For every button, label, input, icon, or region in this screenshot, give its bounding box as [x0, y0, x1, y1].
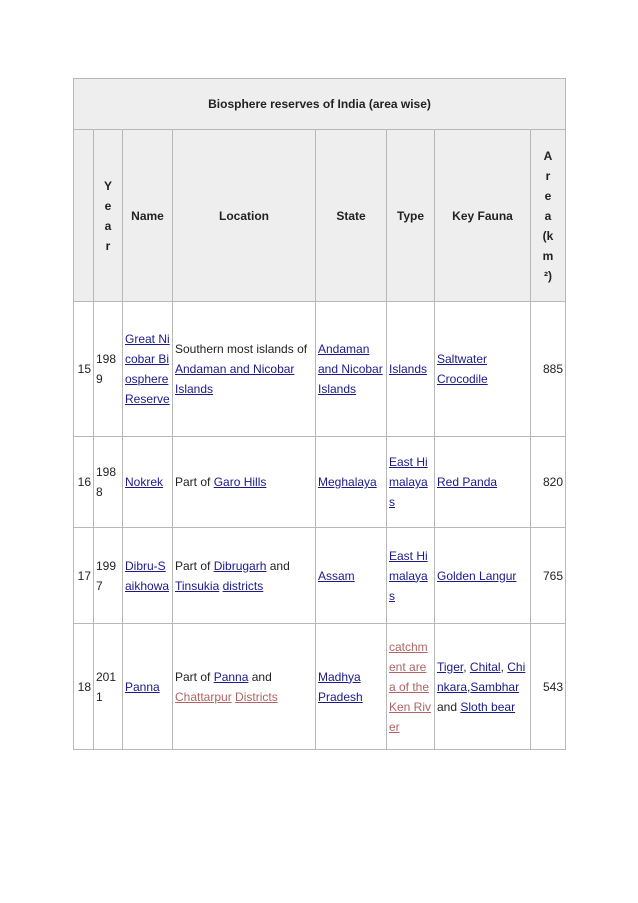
row-state — [316, 528, 387, 624]
row-number: 18 — [74, 624, 94, 750]
table-header-row — [74, 130, 566, 302]
header-year: Y e a r — [94, 130, 123, 302]
fauna-link[interactable]: Chital — [469, 659, 501, 674]
state-link[interactable]: Madhya Pradesh — [318, 669, 363, 704]
reserve-name-link[interactable]: Dibru-Saikhowa — [125, 558, 170, 593]
row-fauna — [435, 302, 531, 437]
state-link[interactable]: Assam — [318, 568, 355, 583]
fauna-link[interactable]: Sloth bear — [460, 699, 516, 714]
row-type — [387, 302, 435, 437]
row-area: 543 — [531, 624, 566, 750]
location-link[interactable]: Tinsukia — [175, 578, 220, 593]
row-type — [387, 437, 435, 528]
row-area: 765 — [531, 528, 566, 624]
row-state — [316, 302, 387, 437]
row-fauna — [435, 528, 531, 624]
type-link[interactable]: catchment area of the Ken River — [389, 639, 432, 734]
row-area: 885 — [531, 302, 566, 437]
header-type: Type — [387, 130, 435, 302]
header-key-fauna: Key Fauna — [435, 130, 531, 302]
location-link[interactable]: Dibrugarh — [213, 558, 267, 573]
row-name — [123, 528, 173, 624]
state-link[interactable]: Meghalaya — [318, 475, 377, 489]
fauna-link[interactable]: Saltwater Crocodile — [437, 352, 488, 386]
type-link[interactable]: East Himalayas — [389, 455, 428, 509]
row-location: Southern most islands of Andaman and Nicobar Islands — [173, 302, 316, 437]
table-row — [74, 302, 566, 437]
reserve-name-link[interactable]: Panna — [125, 679, 160, 694]
fauna-link[interactable]: Sambhar — [470, 679, 520, 694]
state-link[interactable]: Andaman and Nicobar Islands — [318, 342, 383, 396]
row-name — [123, 437, 173, 528]
fauna-link[interactable]: Red Panda — [437, 475, 498, 489]
row-type — [387, 624, 435, 750]
location-link[interactable]: Chattarpur — [175, 689, 232, 704]
row-year: 1997 — [94, 528, 123, 624]
table-row — [74, 437, 566, 528]
row-fauna: Tiger, Chital, Chinkara,Sambhar and Sloth bear — [435, 624, 531, 750]
location-link[interactable]: Districts — [235, 689, 278, 704]
table-caption: Biosphere reserves of India (area wise) — [74, 79, 566, 130]
location-link[interactable]: Panna — [213, 669, 249, 684]
row-number: 17 — [74, 528, 94, 624]
row-location: Part of Dibrugarh and Tinsukia districts — [173, 528, 316, 624]
row-state — [316, 624, 387, 750]
type-link[interactable]: Islands — [389, 362, 428, 376]
biosphere-reserves-table — [73, 78, 566, 750]
row-name — [123, 624, 173, 750]
reserve-name-link[interactable]: Great Nicobar Biosphere Reserve — [125, 332, 170, 406]
row-year: 1989 — [94, 302, 123, 437]
fauna-link[interactable]: Golden Langur — [437, 568, 517, 583]
fauna-link[interactable]: Chinkara — [437, 659, 526, 694]
row-location: Part of Garo Hills — [173, 437, 316, 528]
fauna-link[interactable]: Tiger — [437, 659, 464, 674]
row-number: 16 — [74, 437, 94, 528]
row-name — [123, 302, 173, 437]
row-year: 1988 — [94, 437, 123, 528]
row-area: 820 — [531, 437, 566, 528]
location-link[interactable]: Andaman and Nicobar Islands — [175, 362, 295, 396]
row-fauna — [435, 437, 531, 528]
table-row — [74, 624, 566, 750]
location-link[interactable]: districts — [222, 578, 264, 593]
type-link[interactable]: East Himalayas — [389, 548, 428, 603]
row-state — [316, 437, 387, 528]
row-number: 15 — [74, 302, 94, 437]
header-blank — [74, 130, 94, 302]
header-location: Location — [173, 130, 316, 302]
row-year: 2011 — [94, 624, 123, 750]
header-area: A r e a (k m ²) — [531, 130, 566, 302]
row-type — [387, 528, 435, 624]
location-link[interactable]: Garo Hills — [213, 475, 267, 489]
row-location: Part of Panna and Chattarpur Districts — [173, 624, 316, 750]
reserve-name-link[interactable]: Nokrek — [125, 475, 164, 489]
header-name: Name — [123, 130, 173, 302]
header-state: State — [316, 130, 387, 302]
table-row — [74, 528, 566, 624]
